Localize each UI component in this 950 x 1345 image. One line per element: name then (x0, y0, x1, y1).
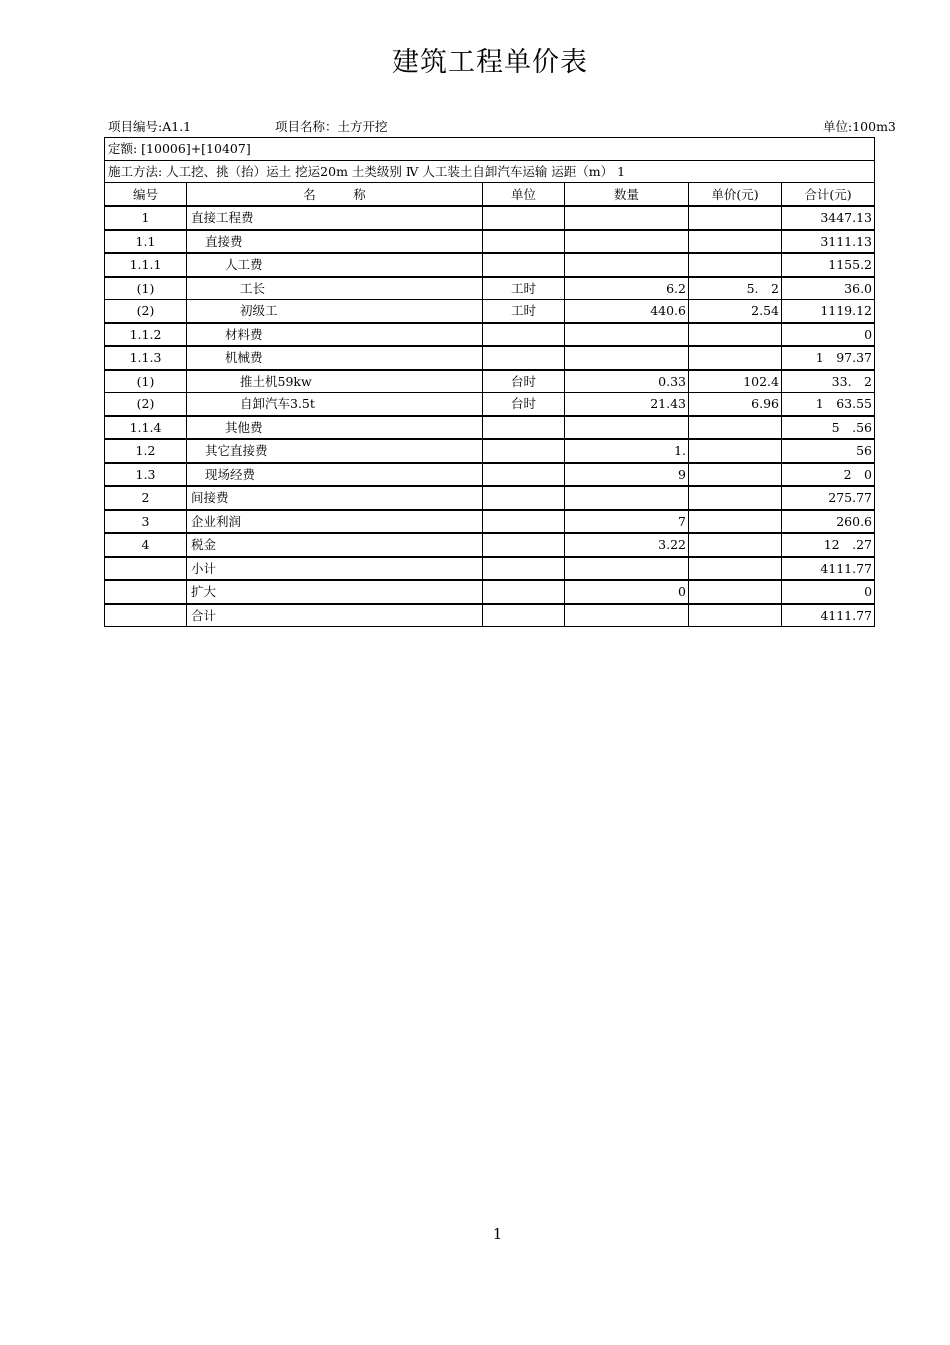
row-quantity: 440.6 (565, 300, 689, 323)
row-name: 小计 (187, 557, 483, 581)
row-quantity: 0.33 (565, 370, 689, 393)
row-quantity (565, 206, 689, 230)
row-total: 0 (782, 580, 875, 604)
row-unit-price (689, 253, 782, 277)
column-header-total: 合计(元) (782, 183, 875, 207)
table-row (105, 253, 875, 277)
table-row (105, 533, 875, 557)
row-unit (483, 580, 565, 604)
row-total: 1 97.37 (782, 346, 875, 370)
row-unit-price (689, 510, 782, 534)
row-total: 2 0 (782, 463, 875, 487)
row-number: 1.1.1 (105, 253, 187, 277)
row-name: 人工费 (187, 253, 483, 277)
table-row (105, 557, 875, 581)
table-row (105, 510, 875, 534)
row-unit (483, 604, 565, 627)
row-total: 1119.12 (782, 300, 875, 323)
unit-price-table (104, 137, 875, 627)
table-row (105, 439, 875, 463)
row-unit-price (689, 580, 782, 604)
row-name: 直接费 (187, 230, 483, 254)
row-total: 3111.13 (782, 230, 875, 254)
row-unit-price: 5. 2 (689, 277, 782, 300)
row-unit (483, 416, 565, 440)
row-quantity: 3.22 (565, 533, 689, 557)
page-title: 建筑工程单价表 (392, 47, 588, 78)
row-unit-price: 102.4 (689, 370, 782, 393)
row-name: 工长 (187, 277, 483, 300)
row-name: 税金 (187, 533, 483, 557)
row-number: (1) (105, 277, 187, 300)
row-unit (483, 533, 565, 557)
project-number: 项目编号:A1.1 (108, 119, 192, 134)
table-row (105, 206, 875, 230)
column-header-unit: 单位 (483, 183, 565, 207)
row-number: (2) (105, 393, 187, 416)
row-number: 1.1 (105, 230, 187, 254)
quota-row: 定额: [10006]+[10407] (105, 138, 875, 161)
row-unit (483, 486, 565, 510)
row-number: 1.1.3 (105, 346, 187, 370)
row-unit (483, 557, 565, 581)
row-quantity: 6.2 (565, 277, 689, 300)
row-number: (1) (105, 370, 187, 393)
row-quantity (565, 230, 689, 254)
row-unit (483, 346, 565, 370)
row-unit-price (689, 486, 782, 510)
row-name: 扩大 (187, 580, 483, 604)
row-number: 1.3 (105, 463, 187, 487)
row-unit-price (689, 533, 782, 557)
table-header (105, 183, 875, 207)
row-total: 33. 2 (782, 370, 875, 393)
column-header-number: 编号 (105, 183, 187, 207)
row-unit-price (689, 604, 782, 627)
row-quantity (565, 253, 689, 277)
row-name: 其他费 (187, 416, 483, 440)
row-name: 合计 (187, 604, 483, 627)
row-quantity: 7 (565, 510, 689, 534)
row-name: 企业利润 (187, 510, 483, 534)
row-total: 0 (782, 323, 875, 347)
row-unit-price (689, 206, 782, 230)
row-unit-price (689, 557, 782, 581)
row-name: 现场经费 (187, 463, 483, 487)
row-name: 自卸汽车3.5t (187, 393, 483, 416)
row-number (105, 604, 187, 627)
row-unit-price: 6.96 (689, 393, 782, 416)
row-unit-price (689, 346, 782, 370)
row-unit: 台时 (483, 393, 565, 416)
row-unit: 台时 (483, 370, 565, 393)
row-quantity: 21.43 (565, 393, 689, 416)
row-total: 1 63.55 (782, 393, 875, 416)
table-row (105, 230, 875, 254)
column-header-unit-price: 单价(元) (689, 183, 782, 207)
row-total: 260.6 (782, 510, 875, 534)
row-quantity (565, 604, 689, 627)
project-name: 项目名称：土方开挖 (275, 119, 388, 134)
row-number: 1.1.4 (105, 416, 187, 440)
row-name: 材料费 (187, 323, 483, 347)
row-unit-price (689, 439, 782, 463)
row-name: 初级工 (187, 300, 483, 323)
table-row (105, 580, 875, 604)
table-row (105, 393, 875, 416)
row-total: 5 .56 (782, 416, 875, 440)
column-header-quantity: 数量 (565, 183, 689, 207)
table-row (105, 277, 875, 300)
row-unit (483, 230, 565, 254)
construction-method-row: 施工方法: 人工挖、挑（抬）运土 挖运20m 土类级别 Ⅳ 人工装土自卸汽车运输 运距（m） 1 (105, 160, 875, 183)
row-unit (483, 323, 565, 347)
row-total: 275.77 (782, 486, 875, 510)
table-row (105, 300, 875, 323)
row-number: 3 (105, 510, 187, 534)
row-number: 2 (105, 486, 187, 510)
row-name: 推土机59kw (187, 370, 483, 393)
row-number (105, 557, 187, 581)
page-number: 1 (492, 1225, 503, 1243)
table-row (105, 416, 875, 440)
row-quantity (565, 486, 689, 510)
row-name: 间接费 (187, 486, 483, 510)
row-number: 1.2 (105, 439, 187, 463)
row-unit: 工时 (483, 277, 565, 300)
row-unit-price (689, 323, 782, 347)
row-number (105, 580, 187, 604)
table-row (105, 604, 875, 627)
row-unit (483, 253, 565, 277)
row-total: 3447.13 (782, 206, 875, 230)
row-unit-price (689, 463, 782, 487)
row-number: 1 (105, 206, 187, 230)
table-row (105, 323, 875, 347)
row-unit (483, 206, 565, 230)
row-unit-price: 2.54 (689, 300, 782, 323)
row-quantity: 9 (565, 463, 689, 487)
row-quantity (565, 416, 689, 440)
row-name: 其它直接费 (187, 439, 483, 463)
row-quantity (565, 323, 689, 347)
unit-label: 单位:100m3 (823, 119, 896, 134)
table-row (105, 370, 875, 393)
row-number: 4 (105, 533, 187, 557)
table-row (105, 346, 875, 370)
table-row (105, 463, 875, 487)
row-unit (483, 439, 565, 463)
row-quantity (565, 346, 689, 370)
row-quantity: 0 (565, 580, 689, 604)
row-name: 直接工程费 (187, 206, 483, 230)
row-total: 4111.77 (782, 604, 875, 627)
row-unit (483, 463, 565, 487)
row-unit (483, 510, 565, 534)
row-total: 1155.2 (782, 253, 875, 277)
row-unit: 工时 (483, 300, 565, 323)
table-row (105, 486, 875, 510)
row-quantity: 1. (565, 439, 689, 463)
row-total: 56 (782, 439, 875, 463)
column-header-name: 名 称 (187, 183, 483, 207)
row-quantity (565, 557, 689, 581)
row-total: 12 .27 (782, 533, 875, 557)
row-unit-price (689, 416, 782, 440)
row-name: 机械费 (187, 346, 483, 370)
row-number: 1.1.2 (105, 323, 187, 347)
row-total: 36.0 (782, 277, 875, 300)
row-number: (2) (105, 300, 187, 323)
row-unit-price (689, 230, 782, 254)
row-total: 4111.77 (782, 557, 875, 581)
